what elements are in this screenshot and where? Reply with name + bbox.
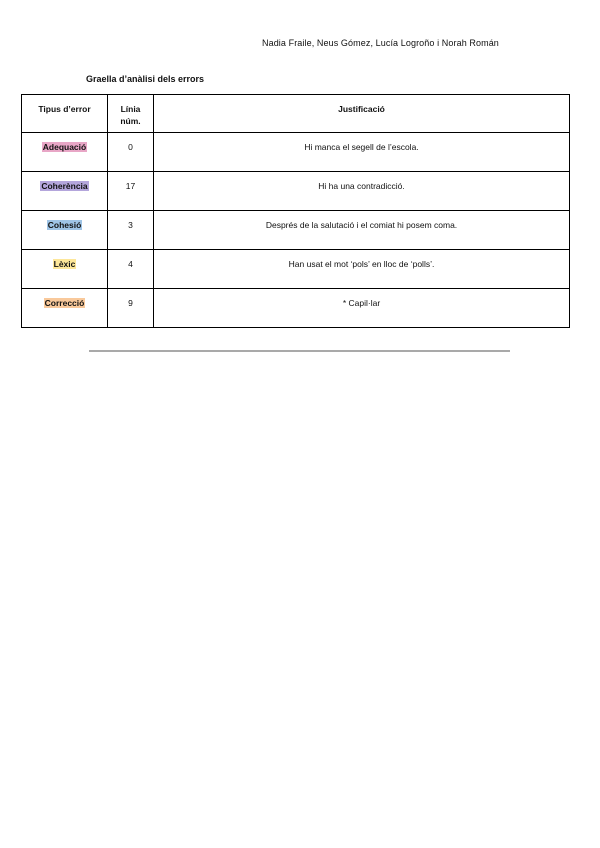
table-row bbox=[22, 289, 570, 328]
table-row bbox=[22, 211, 570, 250]
error-type-cell bbox=[22, 289, 108, 328]
error-type-label: Adequació bbox=[42, 142, 87, 152]
table-row bbox=[22, 133, 570, 172]
error-type-label: Cohesió bbox=[47, 220, 82, 230]
error-grid-table bbox=[21, 94, 570, 328]
table-row bbox=[22, 250, 570, 289]
justification-cell: * Capil·lar bbox=[154, 289, 570, 328]
error-type-label: Lèxic bbox=[53, 259, 76, 269]
line-number-cell: 4 bbox=[108, 250, 154, 289]
error-type-cell bbox=[22, 172, 108, 211]
justification-cell: Després de la salutació i el comiat hi posem coma. bbox=[154, 211, 570, 250]
grid-title: Graella d’anàlisi dels errors bbox=[86, 74, 205, 84]
line-number-cell: 0 bbox=[108, 133, 154, 172]
header-line-number: Línia núm. bbox=[108, 95, 154, 133]
error-type-cell bbox=[22, 211, 108, 250]
error-type-label: Correcció bbox=[44, 298, 85, 308]
justification-cell: Hi manca el segell de l’escola. bbox=[154, 133, 570, 172]
justification-cell: Hi ha una contradicció. bbox=[154, 172, 570, 211]
error-type-cell bbox=[22, 133, 108, 172]
table-row bbox=[22, 172, 570, 211]
error-type-label: Coherència bbox=[41, 181, 88, 191]
horizontal-divider bbox=[89, 350, 510, 352]
line-number-cell: 17 bbox=[108, 172, 154, 211]
header-error-type: Tipus d’error bbox=[22, 95, 108, 133]
table-header-row bbox=[22, 95, 570, 133]
authors: Nadia Fraile, Neus Gómez, Lucía Logroño i Norah Román bbox=[262, 38, 499, 48]
justification-cell: Han usat el mot ‘pols’ en lloc de ‘polls’. bbox=[154, 250, 570, 289]
line-number-cell: 3 bbox=[108, 211, 154, 250]
error-type-cell bbox=[22, 250, 108, 289]
header-justification: Justificació bbox=[154, 95, 570, 133]
line-number-cell: 9 bbox=[108, 289, 154, 328]
